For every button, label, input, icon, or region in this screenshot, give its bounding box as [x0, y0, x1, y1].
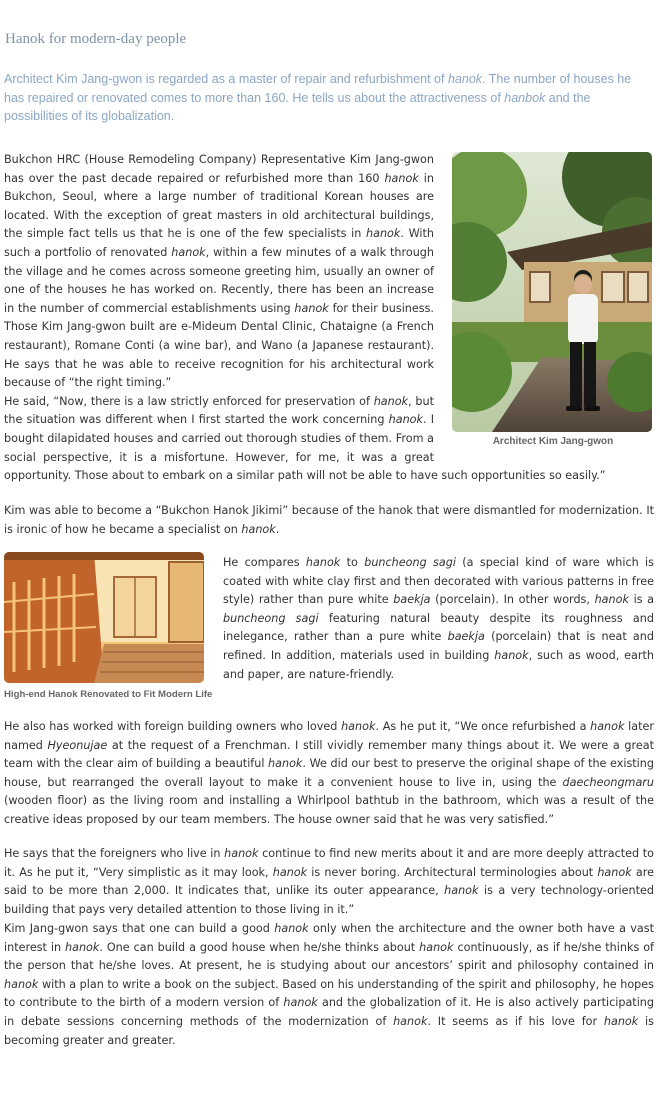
paragraph: Bukchon HRC (House Remodeling Company) Representative Kim Jang-gwon has over the past decade repaired or refurbished more than 160 hanok in Bukchon, Seoul, where a large number of traditional Korean houses are located. With the exception of great masters in old architectural buildings, the simple fact tells us that he is one of the few specialists in hanok. With such a portfolio of renovated hanok, within a few minutes of a walk through the village and he comes across someone greeting him, usually an owner of one of the houses he has worked on. Recently, there has been an increase in the number of commercial establishments using hanok for their business. Those Kim Jang-gwon built are e-Mideum Dental Clinic, Chataigne (a French restaurant), Romane Conti (a wine bar), and Wano (a Japanese restaurant). He says that he was able to receive recognition for his architectural work because of “the right timing.” He said, “Now, there is a law strictly enforced for preservation of hanok, but the situation was different when I first started the work concerning hanok. I bought dilapidated houses and carried out thorough studies of them. From a social perspective, it is a misfortune. However, for me, it was a great opportunity. Those about to embark on a similar path will not be able to have such opportunities so easily.” [4, 153, 606, 483]
italic-term: hanok [341, 720, 376, 733]
italic-term: hanok [590, 720, 625, 733]
italic-term: hanbok [504, 90, 546, 105]
photo-architect [452, 152, 652, 432]
figure-caption: High-end Hanok Renovated to Fit Modern Life [4, 689, 213, 700]
italic-term: hanok [224, 847, 259, 860]
italic-term: hanok [393, 1014, 428, 1028]
italic-term: hanok [274, 922, 309, 935]
italic-term: baekja [393, 593, 431, 607]
italic-term: hanok [384, 171, 419, 185]
italic-term: hanok [594, 593, 629, 607]
italic-term: hanok [65, 940, 100, 954]
italic-term: hanok [597, 865, 632, 879]
italic-term: hanok [272, 865, 308, 879]
italic-term: hanok [268, 757, 303, 771]
paragraph: Kim was able to become a “Bukchon Hanok Jikimi” because of the hanok that were dismantled for modernization. It is ironic of how he became a specialist on hanok. [4, 504, 654, 536]
italic-term: hanok [373, 394, 409, 408]
article-title: Hanok for modern-day people [5, 31, 187, 47]
italic-term: hanok [419, 940, 454, 954]
article-lead: Architect Kim Jang-gwon is regarded as a master of repair and refurbishment of hanok. The number of houses he has repaired or renovated comes to more than 160. He tells us about the attractiveness of hanbok and the possibilities of its globalization. [4, 72, 632, 124]
italic-term: hanok [283, 996, 318, 1010]
italic-term: hanok [444, 884, 479, 898]
article-section-1 [4, 151, 654, 486]
paragraph: He says that the foreigners who live in hanok continue to find new merits about it and are more deeply attracted to it. As he put it, “Very simplistic as it may look, hanok is never boring. Architectural terminologies about hanok are said to be more than 2,000. It indicates that, unlike its outer appearance, hanok is a very technology-oriented building that pays very detailed attention to those living in it.” [4, 847, 654, 916]
italic-term: daecheongmaru [562, 775, 654, 789]
italic-term: hanok [603, 1014, 639, 1028]
italic-term: baekja [447, 630, 485, 644]
italic-term: buncheong sagi [364, 556, 456, 569]
paragraph: He also has worked with foreign building owners who loved hanok. As he put it, “We once refurbished a hanok later named Hyeonujae at the request of a Frenchman. I still vividly remember many things about it. We were a great team with the clear aim of building a beautiful hanok. We did our best to preserve the original shape of the existing house, but rearranged the overall layout to make it a convenient house to live in, using the daecheongmaru (wooden floor) as the living room and installing a Whirlpool bathtub in the bathroom, which was a result of the creative ideas proposed by our team members. The house owner said that he was very satisfied.” [4, 720, 655, 826]
italic-term: buncheong sagi [223, 611, 319, 625]
italic-term: hanok [494, 648, 529, 662]
italic-term: hanok [305, 556, 341, 569]
italic-term: hanok [171, 245, 206, 259]
italic-term: hanok [4, 977, 39, 991]
italic-term: hanok [366, 227, 401, 241]
figure-hanok-interior [4, 552, 213, 700]
italic-term: hanok [447, 72, 483, 86]
paragraph: Kim Jang-gwon says that one can build a good hanok only when the architecture and the owner both have a vast interest in hanok. One can build a good house when he/she thinks about hanok continuously, as if he/she thinks of the person that he/she loves. At present, he is studying about our ancestors’ spirit and philosophy contained in hanok with a plan to write a book on the subject. Based on his understanding of the spirit and philosophy, he hopes to contribute to the birth of a modern version of hanok and the globalization of it. He is also actively participating in debate sessions concerning methods of the modernization of hanok. It seems as if his love for hanok is becoming greater and greater. [4, 922, 654, 1047]
italic-term: hanok [388, 413, 423, 427]
photo-hanok-interior [4, 552, 204, 683]
italic-term: hanok [294, 301, 329, 315]
italic-term: hanok [241, 522, 276, 536]
paragraph: He compares hanok to buncheong sagi (a special kind of ware which is coated with white clay first and then decorated with various patterns in free style) rather than pure white baekja (porcelain). In other words, hanok is a buncheong sagi featuring natural beauty despite its roughness and inelegance, rather than a pure white baekja (porcelain) that is neat and refined. In addition, materials used in building hanok, such as wood, earth and paper, are nature-friendly. [223, 556, 655, 681]
italic-term: Hyeonujae [47, 738, 108, 752]
figure-caption: Architect Kim Jang-gwon [492, 436, 614, 447]
figure-architect [452, 152, 654, 447]
